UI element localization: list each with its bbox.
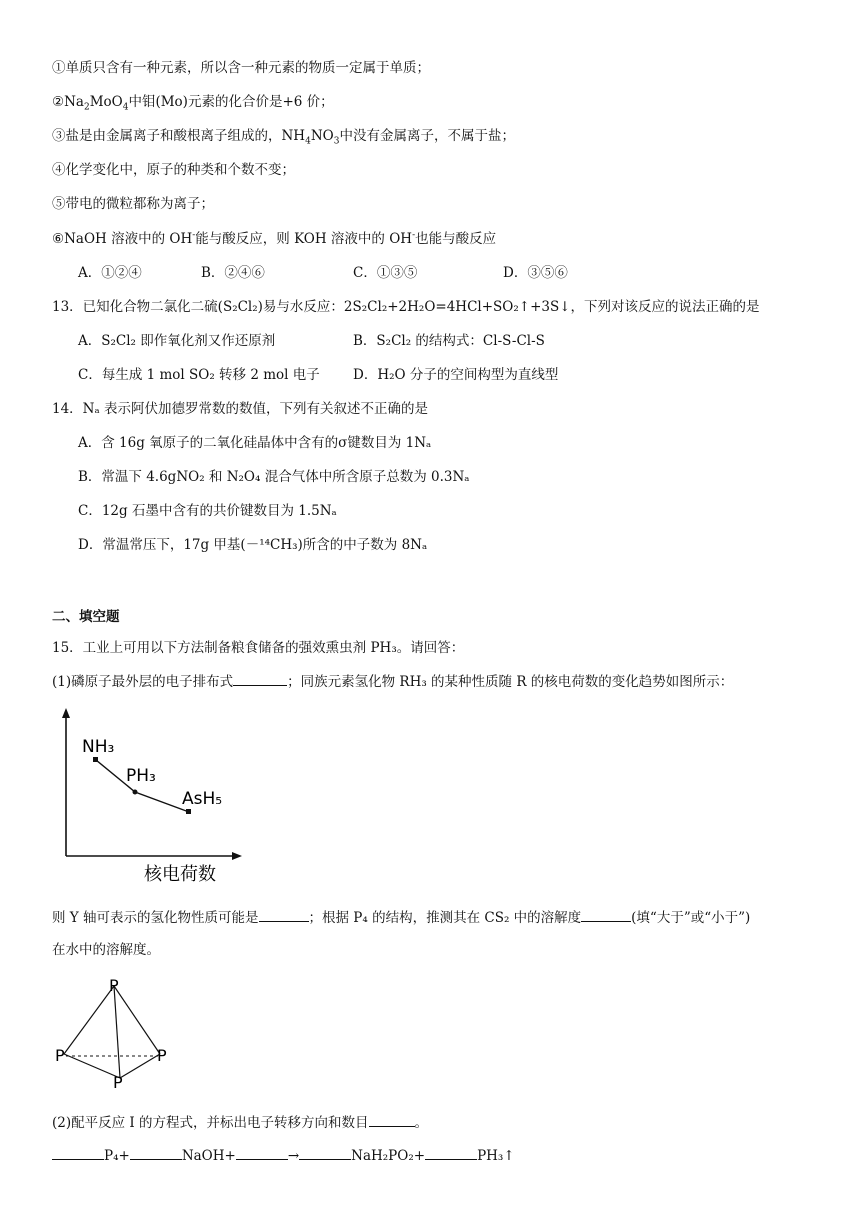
statement-6: ⑥NaOH 溶液中的 OH-能与酸反应，则 KOH 溶液中的 OH-也能与酸反应 bbox=[52, 230, 497, 247]
answer-blank[interactable] bbox=[233, 671, 287, 686]
statement-3: ③盐是由金属离子和酸根离子组成的，$NH_4NO_3$中没有金属离子，不属于盐； bbox=[52, 128, 515, 147]
coefficient-blank[interactable] bbox=[130, 1145, 182, 1160]
q13-option-b: B．S₂Cl₂ 的结构式：Cl-S-Cl-S bbox=[353, 333, 545, 349]
p-atom-bottom: P bbox=[113, 1073, 123, 1092]
q13-option-c: C．每生成 1 mol SO₂ 转移 2 mol 电子 bbox=[78, 367, 320, 383]
coefficient-blank[interactable] bbox=[236, 1145, 288, 1160]
coefficient-blank[interactable] bbox=[52, 1145, 104, 1160]
q15-stem: 15．工业上可用以下方法制备粮食储备的强效熏虫剂 PH₃。请回答： bbox=[52, 640, 465, 656]
q12-option-b: B．②④⑥ bbox=[201, 265, 265, 281]
q14-option-d: D．常温常压下，17g 甲基(－¹⁴CH₃)所含的中子数为 8Nₐ bbox=[78, 537, 428, 553]
answer-blank[interactable] bbox=[581, 907, 631, 922]
p-atom-right: P bbox=[157, 1046, 167, 1065]
x-axis-label: 核电荷数 bbox=[144, 864, 216, 885]
q15-part1-c: 在水中的溶解度。 bbox=[52, 942, 160, 958]
coefficient-blank[interactable] bbox=[425, 1145, 477, 1160]
q14-option-a: A．含 16g 氧原子的二氧化硅晶体中含有的σ键数目为 1Nₐ bbox=[78, 435, 432, 451]
nh3-point bbox=[93, 757, 98, 762]
ph3-point bbox=[133, 790, 138, 795]
ph3-label: PH₃ bbox=[126, 766, 156, 786]
answer-blank[interactable] bbox=[369, 1112, 415, 1127]
statement-4: ④化学变化中，原子的种类和个数不变； bbox=[52, 162, 295, 178]
ash5-label: AsH₅ bbox=[182, 789, 223, 809]
statement-1: ①单质只含有一种元素，所以含一种元素的物质一定属于单质； bbox=[52, 60, 430, 76]
q15-part2: (2)配平反应 I 的方程式，并标出电子转移方向和数目 。 bbox=[52, 1112, 428, 1133]
statement-5: ⑤带电的微粒都称为离子； bbox=[52, 196, 214, 212]
trend-graph bbox=[56, 706, 256, 886]
q14-option-b: B．常温下 4.6gNO₂ 和 N₂O₄ 混合气体中所含原子总数为 0.3Nₐ bbox=[78, 469, 470, 485]
q14-stem: 14．Nₐ 表示阿伏加德罗常数的数值，下列有关叙述不正确的是 bbox=[52, 401, 428, 417]
answer-blank[interactable] bbox=[259, 907, 309, 922]
q13-option-a: A．S₂Cl₂ 即作氧化剂又作还原剂 bbox=[78, 333, 276, 349]
q15-equation: P₄+ NaOH+ → NaH₂PO₂+ PH₃↑ bbox=[52, 1145, 515, 1166]
p-atom-top: P bbox=[109, 976, 119, 995]
p4-structure bbox=[52, 974, 182, 1094]
q12-option-a: A．①②④ bbox=[78, 265, 142, 281]
q12-option-d: D．③⑤⑥ bbox=[503, 265, 568, 281]
q12-option-c: C．①③⑤ bbox=[353, 265, 418, 281]
q13-option-d: D．H₂O 分子的空间构型为直线型 bbox=[353, 367, 559, 383]
q14-option-c: C．12g 石墨中含有的共价键数目为 1.5Nₐ bbox=[78, 503, 337, 519]
section-heading: 二、填空题 bbox=[52, 609, 120, 625]
q15-part1: (1)磷原子最外层的电子排布式 ；同族元素氢化物 RH₃ 的某种性质随 R 的核电荷数的变化趋势如图所示： bbox=[52, 671, 733, 692]
nh3-label: NH₃ bbox=[82, 737, 115, 757]
ash5-point bbox=[186, 809, 191, 814]
q15-part1-b: 则 Y 轴可表示的氢化物性质可能是 ；根据 P₄ 的结构，推测其在 CS₂ 中的溶解度 (填“大于”或“小于”) bbox=[52, 907, 750, 928]
coefficient-blank[interactable] bbox=[299, 1145, 351, 1160]
p-atom-left: P bbox=[55, 1046, 65, 1065]
statement-2: $②Na_2MoO_4$中钼(Mo)元素的化合价是+6 价； bbox=[52, 94, 334, 113]
q13-stem: 13．已知化合物二氯化二硫(S₂Cl₂)易与水反应：2S₂Cl₂+2H₂O=4HCl+SO₂↑+3S↓，下列对该反应的说法正确的是 bbox=[52, 299, 760, 315]
